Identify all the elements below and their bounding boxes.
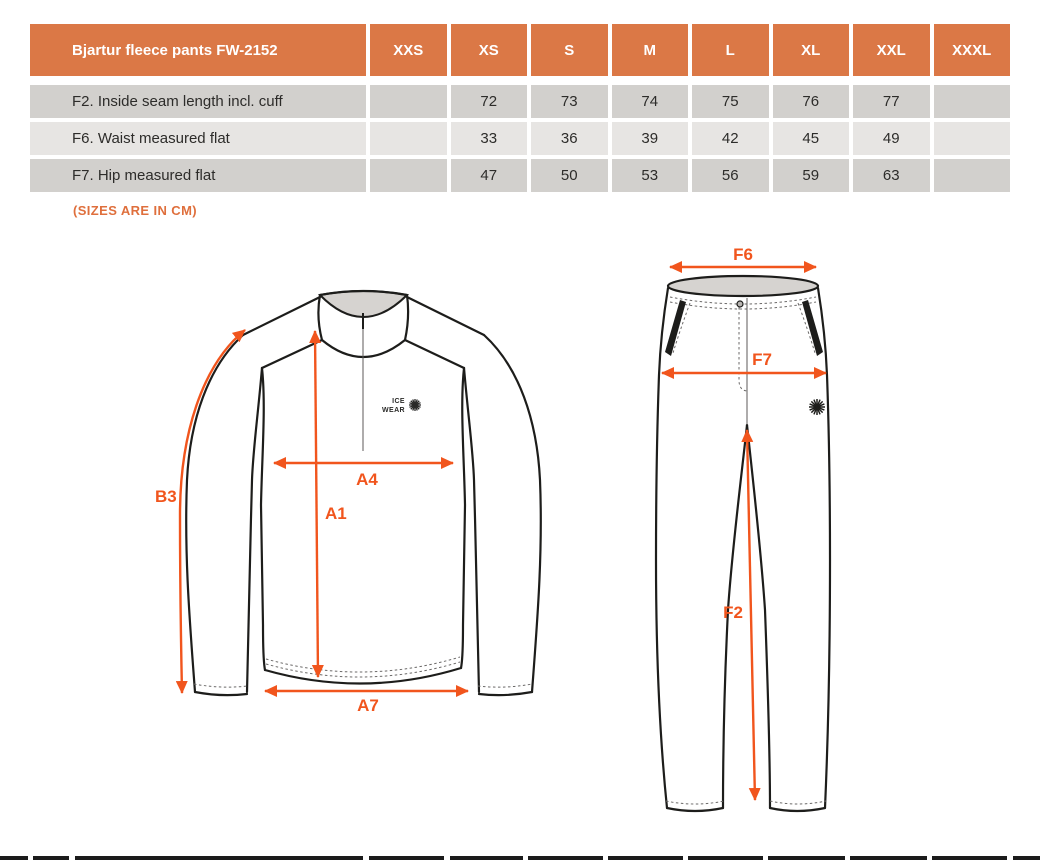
left-cuff-stitch <box>666 801 724 804</box>
value-cell: 42 <box>692 122 769 155</box>
sleeve-right-outer <box>484 335 541 692</box>
value-cell <box>934 122 1011 155</box>
waist-button <box>737 301 743 307</box>
f6-label: F6 <box>733 245 753 264</box>
raglan-seam-left <box>262 340 322 368</box>
next-table-edge-bar <box>768 856 845 860</box>
table-row-f7 <box>30 159 1010 192</box>
next-table-edge-bar <box>932 856 1007 860</box>
sleeve-right-inner <box>464 368 479 692</box>
f2-label: F2 <box>723 603 743 622</box>
size-header-m: M <box>612 24 689 76</box>
value-cell: 73 <box>531 85 608 118</box>
snowflake-icon <box>409 399 421 411</box>
snowflake-icon <box>809 399 825 415</box>
size-header-xs: XS <box>451 24 528 76</box>
sleeve-right-cuff-stitch <box>478 684 532 687</box>
next-table-edge-bar <box>688 856 763 860</box>
logo-text-line1: ICE <box>392 398 405 405</box>
value-cell <box>370 85 447 118</box>
next-table-edge-bar <box>1013 856 1040 860</box>
value-cell: 56 <box>692 159 769 192</box>
value-cell: 33 <box>451 122 528 155</box>
pants-right-outseam <box>818 288 830 808</box>
size-header-xl: XL <box>773 24 850 76</box>
value-cell: 45 <box>773 122 850 155</box>
row-label: F2. Inside seam length incl. cuff <box>30 85 366 118</box>
value-cell: 39 <box>612 122 689 155</box>
right-pocket-opening <box>802 300 823 356</box>
pants-diagram <box>610 240 910 840</box>
value-cell: 76 <box>773 85 850 118</box>
a7-label: A7 <box>357 696 379 715</box>
row-label: F6. Waist measured flat <box>30 122 366 155</box>
next-table-edge-bar <box>528 856 603 860</box>
value-cell: 53 <box>612 159 689 192</box>
table-header-row <box>30 24 1010 76</box>
shoulder-seam-right <box>407 297 484 335</box>
size-header-s: S <box>531 24 608 76</box>
next-table-edge-bar <box>450 856 523 860</box>
sleeve-left-inner <box>247 368 262 692</box>
left-pocket-opening <box>665 300 686 356</box>
value-cell: 59 <box>773 159 850 192</box>
waistband-top <box>668 276 818 296</box>
table-title: Bjartur fleece pants FW-2152 <box>30 24 366 76</box>
size-header-xxxl: XXXL <box>934 24 1011 76</box>
sleeve-right-cuff <box>479 692 532 695</box>
value-cell: 74 <box>612 85 689 118</box>
table-row-f6 <box>30 122 1010 155</box>
sizes-unit-note: (SIZES ARE IN CM) <box>73 203 198 218</box>
value-cell <box>934 159 1011 192</box>
next-table-edge-bar <box>850 856 927 860</box>
value-cell: 77 <box>853 85 930 118</box>
next-table-edge-bar <box>369 856 444 860</box>
size-table <box>30 24 1010 196</box>
shoulder-seam-left <box>243 297 320 335</box>
right-cuff-edge <box>770 808 825 811</box>
sleeve-left-cuff <box>195 692 247 695</box>
next-table-edge-bar <box>75 856 363 860</box>
b3-sleeve-arrow <box>180 330 245 693</box>
logo-text-line2: WEAR <box>382 407 405 414</box>
size-header-l: L <box>692 24 769 76</box>
fleece-top-diagram <box>140 255 580 755</box>
value-cell: 75 <box>692 85 769 118</box>
body-right-edge <box>461 368 465 668</box>
sleeve-left-outer <box>186 335 243 692</box>
next-table-edge-bar <box>608 856 683 860</box>
raglan-seam-right <box>405 340 464 368</box>
value-cell <box>370 122 447 155</box>
body-hem <box>265 668 461 684</box>
a4-label: A4 <box>356 470 378 489</box>
left-cuff-edge <box>667 808 723 811</box>
value-cell: 50 <box>531 159 608 192</box>
value-cell: 63 <box>853 159 930 192</box>
f7-label: F7 <box>752 350 772 369</box>
b3-label: B3 <box>155 487 177 506</box>
sleeve-left-cuff-stitch <box>194 684 248 687</box>
a1-label: A1 <box>325 504 347 523</box>
body-left-edge <box>261 368 265 670</box>
value-cell <box>370 159 447 192</box>
size-header-xxl: XXL <box>853 24 930 76</box>
row-label: F7. Hip measured flat <box>30 159 366 192</box>
value-cell: 49 <box>853 122 930 155</box>
value-cell <box>934 85 1011 118</box>
table-row-f2 <box>30 85 1010 118</box>
size-header-xxs: XXS <box>370 24 447 76</box>
icewear-logo <box>382 398 421 414</box>
next-table-edge-bar <box>33 856 69 860</box>
right-cuff-stitch <box>770 801 826 804</box>
value-cell: 36 <box>531 122 608 155</box>
next-table-edge-bar <box>0 856 28 860</box>
pants-left-outseam <box>656 288 668 808</box>
value-cell: 72 <box>451 85 528 118</box>
value-cell: 47 <box>451 159 528 192</box>
a1-length-arrow <box>315 331 318 677</box>
